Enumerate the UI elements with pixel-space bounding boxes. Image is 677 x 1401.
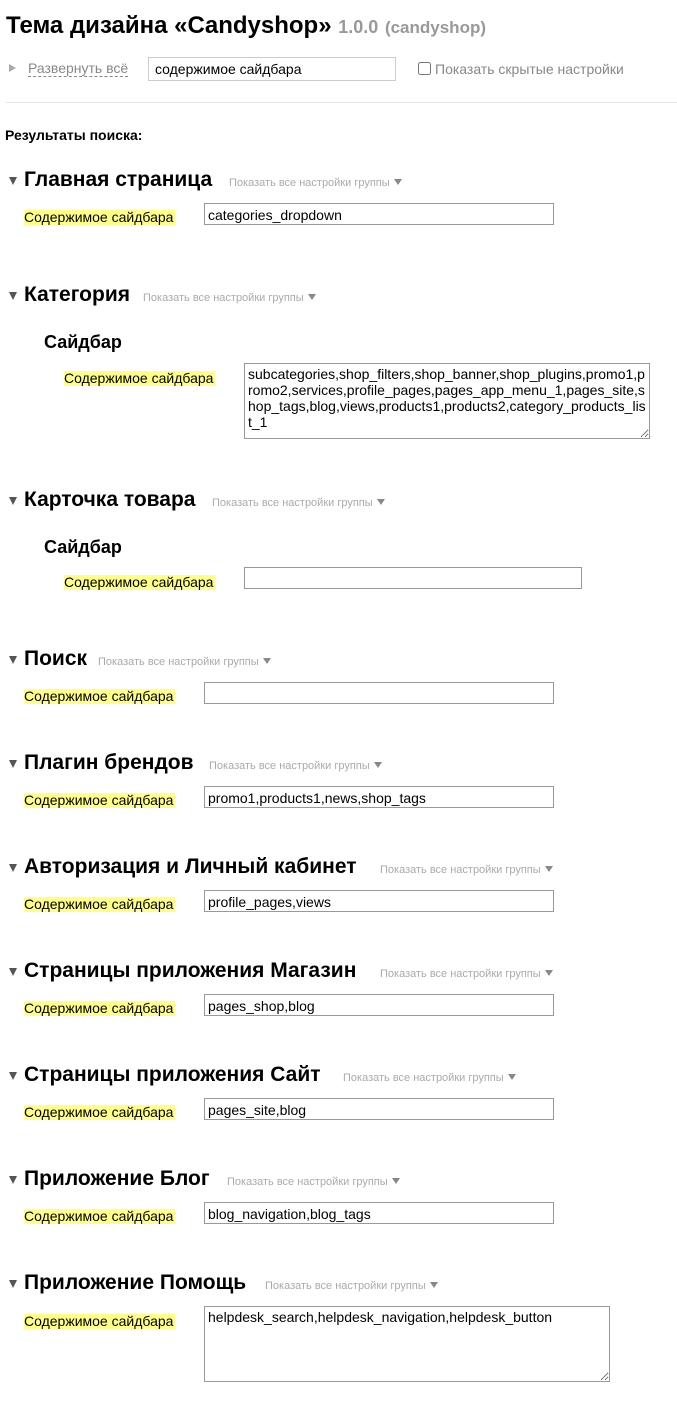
field-label: Содержимое сайдбара [24,1208,174,1224]
caret-down-icon [394,179,402,185]
collapse-triangle-icon[interactable] [9,292,17,300]
group-title: Страницы приложения Сайт [24,1063,321,1086]
field-label: Содержимое сайдбара [24,792,174,808]
theme-title: Тема дизайна «Candyshop» [6,12,332,39]
collapse-triangle-icon[interactable] [9,177,17,185]
group-title: Страницы приложения Магазин [24,959,357,982]
show-all-group-settings-link[interactable]: Показать все настройки группы [343,1072,516,1085]
field-label: Содержимое сайдбара [24,896,174,912]
caret-down-icon [377,499,385,505]
sidebar-content-input[interactable] [204,994,554,1016]
caret-down-icon [545,970,553,976]
expand-all-link[interactable]: Развернуть всё [28,60,129,76]
group-title: Категория [24,283,131,306]
caret-down-icon [308,294,316,300]
show-all-group-settings-link[interactable]: Показать все настройки группы [380,968,553,981]
group-title: Приложение Блог [24,1167,210,1190]
collapse-triangle-icon[interactable] [9,968,17,976]
field-label: Содержимое сайдбара [24,1313,174,1329]
caret-down-icon [430,1282,438,1288]
theme-slug: (candyshop) [384,18,486,37]
sidebar-content-input[interactable] [204,682,554,704]
show-all-group-settings-link[interactable]: Показать все настройки группы [98,656,271,669]
field-label: Содержимое сайдбара [64,370,214,386]
caret-down-icon [374,762,382,768]
collapse-triangle-icon[interactable] [9,864,17,872]
show-hidden-checkbox[interactable] [418,62,431,75]
collapse-triangle-icon[interactable] [9,1280,17,1288]
field-label: Содержимое сайдбара [24,209,174,225]
show-all-group-settings-link[interactable]: Показать все настройки группы [380,864,553,877]
sidebar-content-input[interactable] [204,890,554,912]
field-label: Содержимое сайдбара [24,688,174,704]
show-all-group-settings-link[interactable]: Показать все настройки группы [143,292,316,305]
show-all-group-settings-link[interactable]: Показать все настройки группы [227,1176,400,1189]
field-label: Содержимое сайдбара [24,1104,174,1120]
subgroup-title: Сайдбар [44,332,122,352]
page-title [6,10,486,44]
show-all-group-settings-link[interactable]: Показать все настройки группы [229,177,402,190]
group-title: Плагин брендов [24,751,194,774]
search-results-heading: Результаты поиска: [5,127,143,143]
group-title: Главная страница [24,168,213,191]
sidebar-content-textarea[interactable] [244,363,650,439]
group-title: Приложение Помощь [24,1271,247,1294]
subgroup-title: Сайдбар [44,537,122,557]
sidebar-content-input[interactable] [204,1098,554,1120]
field-label: Содержимое сайдбара [24,1000,174,1016]
collapse-triangle-icon[interactable] [9,760,17,768]
sidebar-content-textarea[interactable] [204,1306,610,1382]
header-divider [6,102,677,103]
sidebar-content-input[interactable] [204,1202,554,1224]
expand-arrow-icon [9,64,16,72]
settings-search-input[interactable] [148,57,396,81]
sidebar-content-input[interactable] [204,786,554,808]
sidebar-content-input[interactable] [244,567,582,589]
show-all-group-settings-link[interactable]: Показать все настройки группы [209,760,382,773]
caret-down-icon [545,866,553,872]
group-title: Карточка товара [24,488,196,511]
group-title: Авторизация и Личный кабинет [24,855,357,878]
caret-down-icon [392,1178,400,1184]
sidebar-content-input[interactable] [204,203,554,225]
collapse-triangle-icon[interactable] [9,656,17,664]
group-title: Поиск [24,647,88,670]
show-all-group-settings-link[interactable]: Показать все настройки группы [212,497,385,510]
caret-down-icon [508,1074,516,1080]
collapse-triangle-icon[interactable] [9,1072,17,1080]
show-all-group-settings-link[interactable]: Показать все настройки группы [265,1280,438,1293]
caret-down-icon [263,658,271,664]
field-label: Содержимое сайдбара [64,574,214,590]
collapse-triangle-icon[interactable] [9,497,17,505]
collapse-triangle-icon[interactable] [9,1176,17,1184]
theme-version: 1.0.0 [338,17,379,37]
show-hidden-label[interactable]: Показать скрытые настройки [435,61,624,77]
